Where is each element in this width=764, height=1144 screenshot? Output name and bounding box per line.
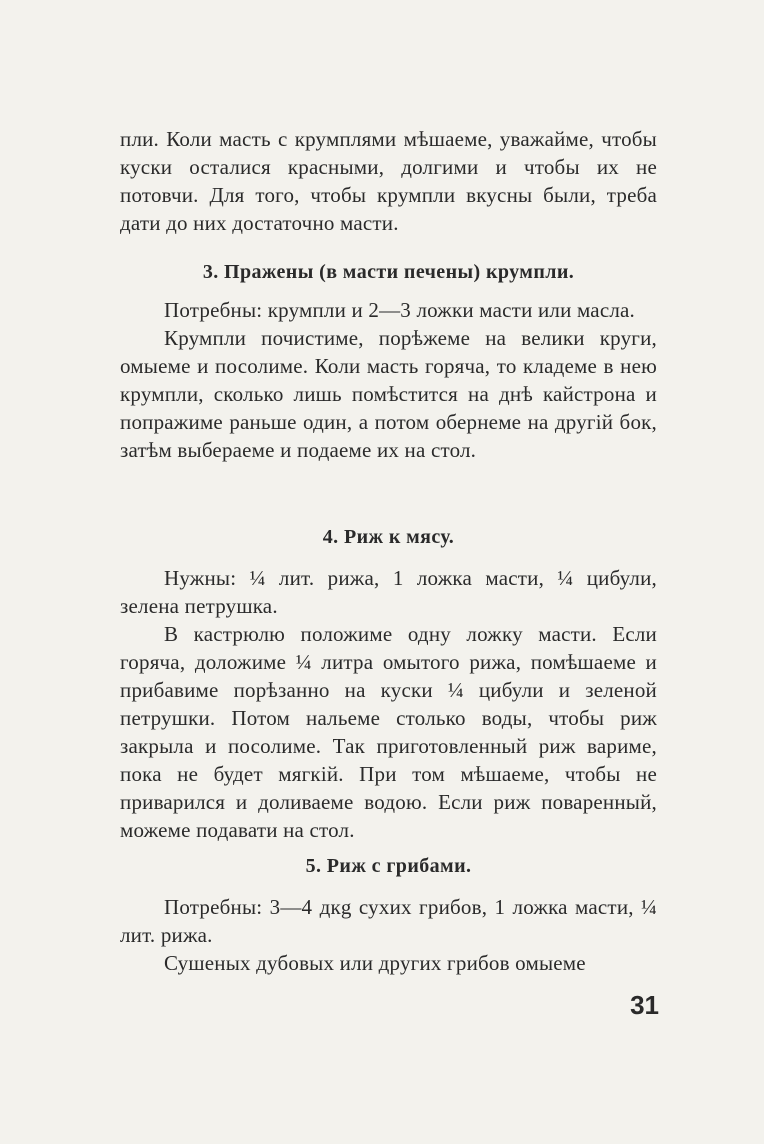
section-3-body	[120, 296, 657, 464]
section-5-body	[120, 893, 657, 977]
section-4-method: В кастрюлю положиме одну ложку масти. Если горяча, доложиме ¼ литра омытого рижа, помѣшаеме и прибавиме порѣзанно на куски ¼ цибули и зеленой петрушки. Потом нальеме столько воды, чтобы риж закрыла и посолиме. Так приготовленный риж вариме, пока не будет мягкій. При том мѣшаеме, чтобы не приварился и доливаеме водою. Если риж поваренный, можеме подавати на стол.	[120, 622, 657, 842]
section-4-body	[120, 564, 657, 844]
paragraph-continuation-block	[120, 125, 657, 237]
section-5-ingredients: Потребны: 3—4 дкg сухих грибов, 1 ложка масти, ¼ лит. рижа.	[120, 895, 657, 947]
section-4	[120, 523, 657, 551]
section-3-heading: 3. Пражены (в масти печены) крумпли.	[202, 261, 575, 283]
section-5-method-start: Сушеных дубовых или других грибов омыеме	[164, 951, 586, 975]
section-5	[120, 852, 657, 880]
section-3-method: Крумпли почистиме, порѣжеме на велики круги, омыеме и посолиме. Коли масть горяча, то кладеме в нею крумпли, сколько лишь помѣстится на днѣ кайстрона и попражиме раньше один, а потом обернеме на другій бок, затѣм выбераеме и подаеме их на стол.	[120, 326, 657, 462]
section-3-ingredients: Потребны: крумпли и 2—3 ложки масти или масла.	[164, 298, 635, 322]
section-5-heading: 5. Риж с грибами.	[305, 855, 472, 877]
section-3	[120, 258, 657, 286]
paragraph-continuation: пли. Коли масть с крумплями мѣшаеме, уважайме, чтобы куски осталися красными, долгими и чтобы их не потовчи. Для того, чтобы крумпли вкусны были, треба дати до них достаточно масти.	[120, 127, 657, 235]
section-4-heading: 4. Риж к мясу.	[322, 526, 455, 548]
page-number: 31	[630, 990, 659, 1020]
section-4-ingredients: Нужны: ¼ лит. рижа, 1 ложка масти, ¼ цибули, зелена петрушка.	[120, 566, 657, 618]
